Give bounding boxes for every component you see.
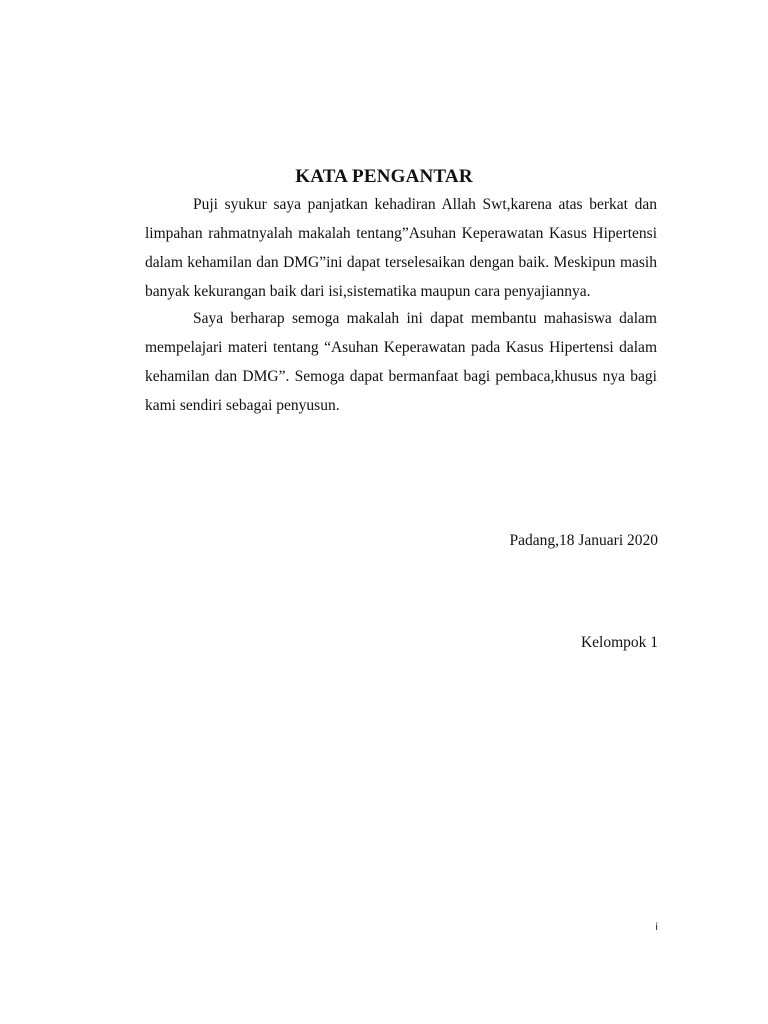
page-title: KATA PENGANTAR (295, 166, 473, 187)
paragraph-hope: Saya berharap semoga makalah ini dapat membantu mahasiswa dalam mempelajari materi tentang “Asuhan Keperawatan pada Kasus Hipertensi dalam kehamilan dan DMG”. Semoga dapat bermanfaat bagi pembaca,khusus nya bagi kami sendiri sebagai penyusun. (145, 310, 657, 414)
place-date: Padang,18 Januari 2020 (509, 532, 658, 549)
paragraph-intro: Puji syukur saya panjatkan kehadiran Allah Swt,karena atas berkat dan limpahan rahmatnyalah makalah tentang”Asuhan Keperawatan Kasus Hipertensi dalam kehamilan dan DMG”ini dapat terselesaikan dengan baik. Meskipun masih banyak kekurangan baik dari isi,sistematika maupun cara penyajiannya. (145, 196, 657, 300)
page-number: i (655, 922, 658, 933)
author-signature: Kelompok 1 (580, 634, 658, 651)
